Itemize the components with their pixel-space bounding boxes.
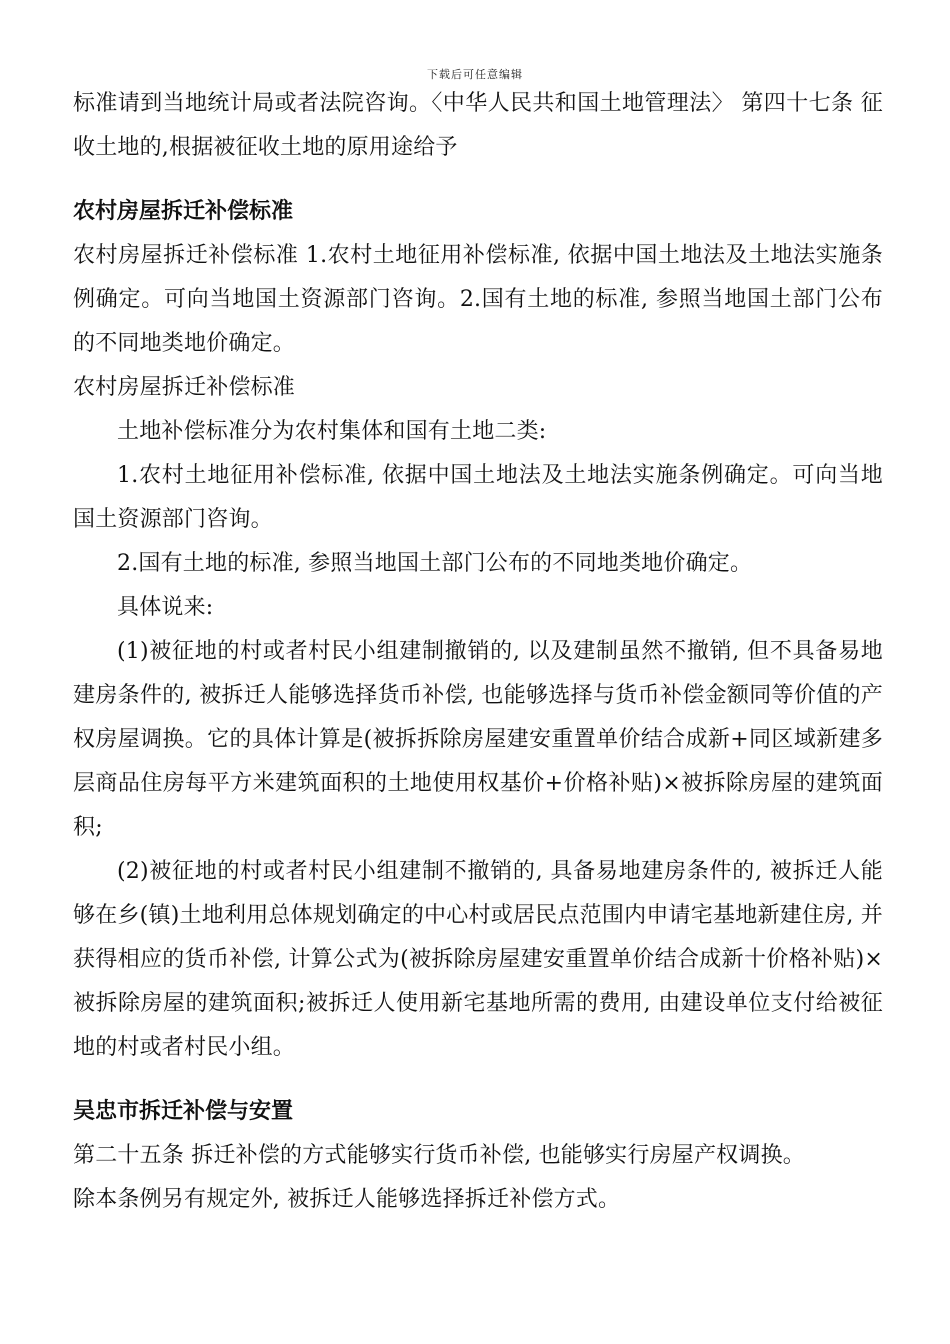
paragraph: (1)被征地的村或者村民小组建制撤销的, 以及建制虽然不撤销, 但不具备易地建房条件的, 被拆迁人能够选择货币补偿, 也能够选择与货币补偿金额同等价值的产权房屋调换。它的具体计算是(被拆拆除房屋建安重置单价结合成新+同区域新建多层商品住房每平方米建筑面积的土地使用权基价+价格补贴)×被拆除房屋的建筑面积; (73, 639, 883, 840)
paragraph: 土地补偿标准分为农村集体和国有土地二类: (117, 419, 547, 444)
paragraph: 除本条例另有规定外, 被拆迁人能够选择拆迁补偿方式。 (73, 1187, 621, 1212)
paragraph: 具体说来: (117, 595, 214, 620)
paragraph: 1.农村土地征用补偿标准, 依据中国土地法及土地法实施条例确定。可向当地国土资源部门咨询。 (73, 463, 883, 532)
paragraph: 农村房屋拆迁补偿标准 (73, 375, 296, 400)
document-body (73, 82, 883, 1222)
header-note: 下载后可任意编辑 (427, 68, 523, 81)
paragraph: (2)被征地的村或者村民小组建制不撤销的, 具备易地建房条件的, 被拆迁人能够在乡(镇)土地利用总体规划确定的中心村或居民点范围内申请宅基地新建住房, 并获得相应的货币补偿, 计算公式为(被拆除房屋建安重置单价结合成新十价格补贴)×被拆除房屋的建筑面积;被拆迁人使用新宅基地所需的费用, 由建设单位支付给被征地的村或者村民小组。 (73, 859, 883, 1060)
paragraph: 农村房屋拆迁补偿标准 1.农村土地征用补偿标准, 依据中国土地法及土地法实施条例确定。可向当地国土资源部门咨询。2.国有土地的标准, 参照当地国土部门公布的不同地类地价确定。 (73, 243, 883, 356)
paragraph: 第二十五条 拆迁补偿的方式能够实行货币补偿, 也能够实行房屋产权调换。 (73, 1143, 805, 1168)
intro-paragraph: 标准请到当地统计局或者法院咨询。〈中华人民共和国土地管理法〉 第四十七条 征收土地的,根据被征收土地的原用途给予 (73, 91, 883, 160)
section-heading-wuzhong-compensation: 吴忠市拆迁补偿与安置 (73, 1099, 294, 1124)
paragraph: 2.国有土地的标准, 参照当地国土部门公布的不同地类地价确定。 (117, 551, 753, 576)
section-heading-rural-compensation: 农村房屋拆迁补偿标准 (73, 199, 294, 224)
